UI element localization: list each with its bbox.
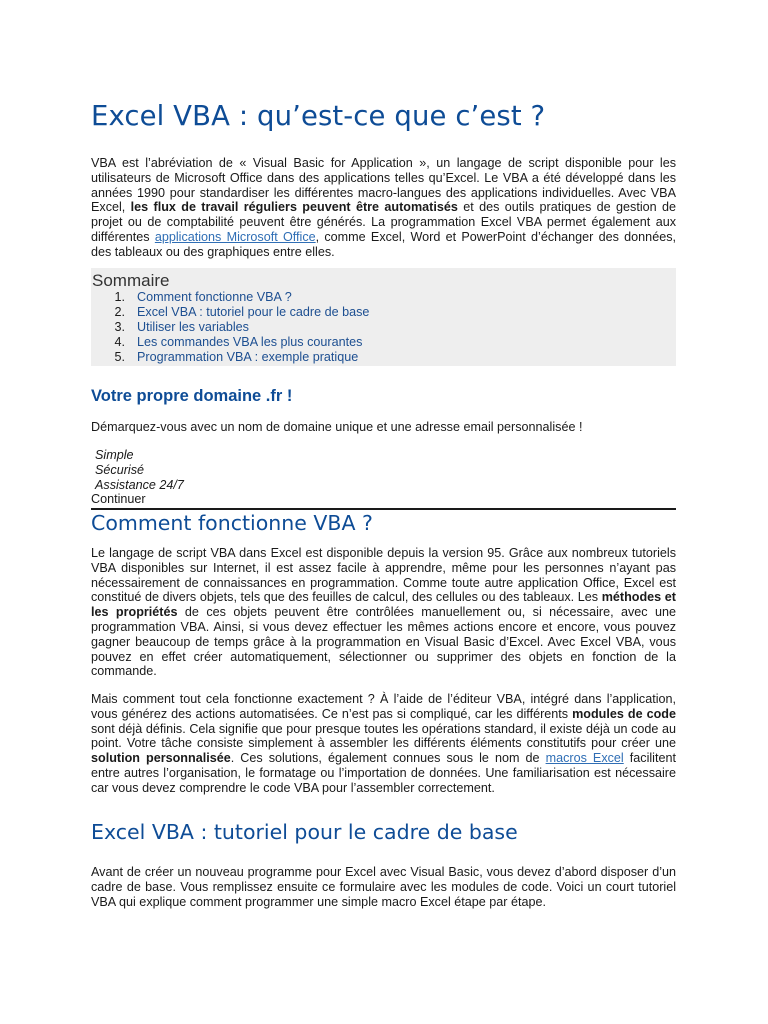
toc-link-exemple-pratique[interactable]: Programmation VBA : exemple pratique [137,350,359,364]
s1p1-text-1: Le langage de script VBA dans Excel est disponible depuis la version 95. Grâce aux nombreux tutoriels VBA disponibles sur Internet, il est assez facile à apprendre, même pour les personnes n’ayant pas nécessairement de connaissances en programmation. Comme toute autre application Office, Excel est constitué de divers objets, tels que des feuilles de calcul, des cellules ou des tableaux. Les [91,546,676,605]
feature-item: Assistance 24/7 [95,478,184,492]
intro-text-3: , comme Excel, Word et PowerPoint d’échanger des données, des tableaux ou des graphiques entre elles. [91,229,676,259]
link-applications-microsoft-office[interactable]: applications Microsoft Office [154,229,316,244]
section2-paragraph-1: Avant de créer un nouveau programme pour Excel avec Visual Basic, vous devez d’abord disposer d’un cadre de base. Vous remplissez ensuite ce formulaire avec les modules de code. Voici un court tutoriel VBA qui explique comment programmer une simple macro Excel étape par étape. [91,865,676,909]
promo-text: Démarquez-vous avec un nom de domaine unique et une adresse email personnalisée ! [91,420,583,434]
toc-item [91,305,369,320]
s1p2-text-4: facilitent entre autres l’organisation, le formatage ou l’importation de données. Une familiarisation est nécessaire car vous devez comprendre le code VBA pour l’assembler correctement. [91,751,676,795]
intro-text-2: et des outils pratiques de gestion de projet ou de comptabilité peuvent être générés. La programmation Excel VBA permet également aux différentes [91,200,676,244]
link-macros-excel[interactable]: macros Excel [545,751,624,766]
toc-item-number: 3. [114,320,125,334]
section-divider [91,508,676,510]
toc-list [91,290,369,365]
s1p1-text-2: de ces objets peuvent être contrôlées manuellement ou, si nécessaire, avec une programmation VBA. Ainsi, si vous devez effectuer les mêmes actions encore et encore, vous pouvez gagner beaucoup de temps grâce à la programmation en Visual Basic d’Excel. Avec Excel VBA, vous pouvez en effet créer automatiquement, sélectionner ou supprimer des objets en fonction de la commande. [91,605,677,679]
continue-button[interactable]: Continuer [91,492,146,506]
toc-item [91,290,369,305]
toc-link-utiliser-variables[interactable]: Utiliser les variables [137,320,249,334]
s1p2-text-2: sont déjà définis. Cela signifie que pour presque toutes les opérations standard, il existe déjà un code au point. Votre tâche consiste simplement à assembler les différents éléments constitutifs pour créer une [91,721,676,751]
section1-paragraph-1 [91,546,676,679]
toc-item-number: 5. [114,350,125,364]
table-of-contents [91,268,676,366]
s1p2-text-3: . Ces solutions, également connues sous le nom de [230,751,546,766]
intro-bold-1: les flux de travail réguliers peuvent être automatisés [130,200,458,215]
toc-item [91,350,369,365]
s1p2-bold-2: solution personnalisée [91,751,231,766]
page-title: Excel VBA : qu’est-ce que c’est ? [91,100,546,132]
toc-link-commandes-vba[interactable]: Les commandes VBA les plus courantes [137,335,363,349]
section1-paragraph-2 [91,692,676,796]
toc-link-comment-fonctionne-vba[interactable]: Comment fonctionne VBA ? [137,290,292,304]
toc-link-tutoriel-cadre-de-base[interactable]: Excel VBA : tutoriel pour le cadre de base [137,305,370,319]
feature-item: Sécurisé [95,463,144,477]
feature-item: Simple [95,448,134,462]
s1p2-text-1: Mais comment tout cela fonctionne exactement ? À l’aide de l’éditeur VBA, intégré dans l’application, vous générez des actions automatisées. Ce n’est pas si compliqué, car les différents [91,692,676,721]
promo-features [95,448,184,493]
toc-title: Sommaire [92,271,170,290]
toc-item-number: 2. [114,305,125,319]
toc-item [91,335,369,350]
toc-item-number: 4. [114,335,125,349]
section-title-comment-fonctionne: Comment fonctionne VBA ? [91,511,373,535]
toc-item [91,320,369,335]
intro-paragraph [91,156,676,260]
toc-item-number: 1. [114,290,125,304]
s1p1-bold-1: méthodes et les propriétés [91,590,676,620]
promo-title: Votre propre domaine .fr ! [91,387,293,405]
intro-text-1: VBA est l’abréviation de « Visual Basic for Application », un langage de script disponible pour les utilisateurs de Microsoft Office dans des applications telles qu’Excel. Le VBA a été développé dans les années 1990 pour standardiser les différentes macro-langues des applications individuelles. Avec VBA Excel, [91,156,676,215]
section-title-tutoriel: Excel VBA : tutoriel pour le cadre de base [91,820,518,844]
s1p2-bold-1: modules de code [572,706,676,721]
